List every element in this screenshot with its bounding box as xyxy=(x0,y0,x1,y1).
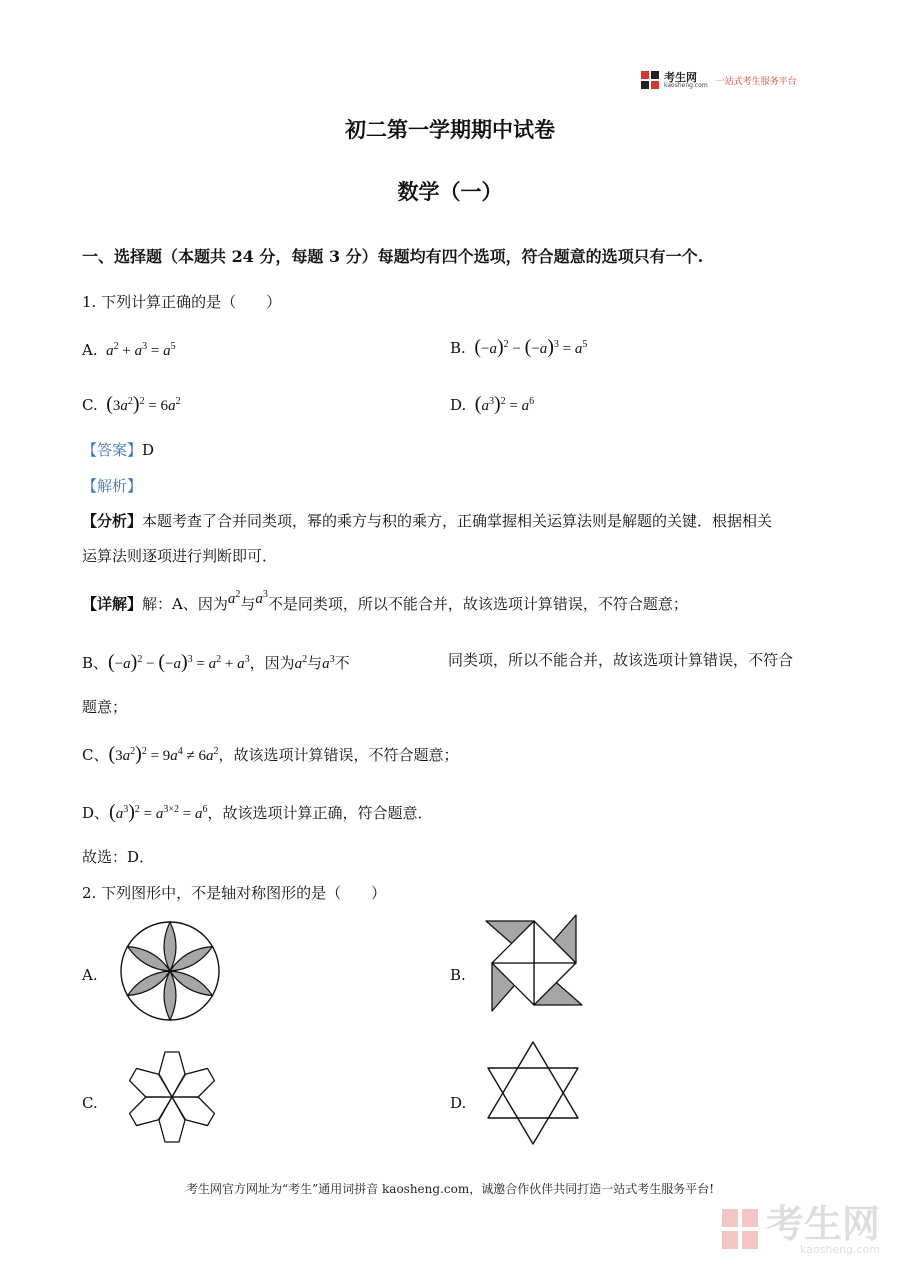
q1-option-a[interactable] xyxy=(82,337,176,361)
q1-option-d-formula: $(a^3)^2 = a^6$ xyxy=(474,393,535,415)
q2-option-a-label[interactable]: A. xyxy=(82,966,98,984)
q2-figure-b-pinwheel[interactable] xyxy=(484,913,584,1013)
q1-option-c[interactable] xyxy=(82,392,181,416)
q2-figure-d-star-of-david[interactable] xyxy=(484,1040,582,1146)
detail-c-formula: $(3a^2)^2 = 9a^4 \ne 6a^2$ xyxy=(108,743,219,765)
q1-option-d[interactable] xyxy=(450,392,534,416)
q2-figure-a-flower[interactable] xyxy=(118,919,222,1023)
q1-option-a-label: A. xyxy=(82,341,98,359)
detail-b-term-1: $a^2$ xyxy=(294,654,308,672)
detail-c-suffix: ，故该选项计算错误，不符合题意； xyxy=(218,746,459,764)
answer-label: 【答案】 xyxy=(82,441,143,459)
watermark-domain: kaosheng.com xyxy=(799,1243,881,1256)
watermark-logo-icon xyxy=(720,1207,760,1255)
detail-a-line xyxy=(82,591,688,615)
detail-d-prefix: D、 xyxy=(82,804,110,822)
watermark xyxy=(720,1202,881,1256)
q1-option-a-formula: $a^2 + a^3 = a^5$ xyxy=(102,341,176,359)
detail-b-mid: ，因为 xyxy=(249,654,295,672)
fenxi-line-1 xyxy=(82,511,772,531)
q1-conclusion: 故选：D． xyxy=(82,848,155,866)
q1-option-c-formula: $(3a^2)^2 = 6a^2$ xyxy=(106,393,181,415)
detail-a-term-2: $a^3$ xyxy=(255,589,268,607)
footer-note: 考生网官方网址为“考生”通用词拼音 kaosheng.com，诚邀合作伙伴共同打造一站式考生服务平台! xyxy=(185,1182,715,1196)
detail-c-prefix: C、 xyxy=(82,746,109,764)
detail-d-formula: $(a^3)^2 = a^{3\times 2} = a^6$ xyxy=(109,801,208,823)
detail-b-tail: 题意； xyxy=(82,698,128,716)
detail-d-line xyxy=(82,800,432,824)
fenxi-text-1: 本题考查了合并同类项，幂的乘方与积的乘方，正确掌握相关运算法则是解题的关键．根据相关 xyxy=(142,512,773,530)
detail-b-term-2: $a^3$ xyxy=(322,654,335,672)
q1-option-d-label: D. xyxy=(450,396,467,414)
watermark-name: 考生网 xyxy=(766,1202,881,1246)
detail-a-and: 与 xyxy=(240,595,256,613)
detail-label: 【详解】 xyxy=(82,595,143,613)
q2-figure-c-hexagon-flower[interactable] xyxy=(118,1048,226,1146)
header-logo xyxy=(640,70,797,90)
q2-option-c-label[interactable]: C. xyxy=(82,1094,98,1112)
detail-c-line xyxy=(82,742,459,766)
q2-option-d-label[interactable]: D. xyxy=(450,1094,467,1112)
answer-value: D xyxy=(142,441,155,459)
q2-stem: 2. 下列图形中，不是轴对称图形的是（ ） xyxy=(82,884,387,902)
q2-option-b-label[interactable]: B. xyxy=(450,966,466,984)
logo-slogan: 一站式考生服务平台 xyxy=(715,76,797,87)
detail-b-not: 不 xyxy=(334,654,350,672)
detail-b-and: 与 xyxy=(307,654,323,672)
q1-option-b-formula: $(-a)^2 - (-a)^3 = a^5$ xyxy=(474,336,588,358)
logo-domain: kaosheng.com xyxy=(664,81,708,89)
fenxi-label: 【分析】 xyxy=(82,512,143,530)
detail-a-prefix: 解：A、因为 xyxy=(142,595,228,613)
analysis-label: 【解析】 xyxy=(82,477,143,495)
detail-b-prefix: B、 xyxy=(82,654,109,672)
q1-option-b[interactable] xyxy=(450,335,587,359)
detail-b-formula: $(-a)^2 - (-a)^3 = a^2 + a^3$ xyxy=(108,651,250,673)
detail-b-line xyxy=(82,650,350,674)
section-heading: 一、选择题（本题共 24 分，每题 3 分）每题均有四个选项，符合题意的选项只有一个. xyxy=(82,247,704,266)
q1-option-b-label: B. xyxy=(450,339,466,357)
logo-name: 考生网 xyxy=(664,70,697,84)
q1-answer xyxy=(82,440,154,460)
kaosheng-logo-icon xyxy=(640,70,660,90)
q1-stem: 1. 下列计算正确的是（ ） xyxy=(82,293,282,311)
page-title: 初二第一学期期中试卷 xyxy=(345,117,555,142)
detail-a-suffix: 不是同类项，所以不能合并，故该选项计算错误，不符合题意； xyxy=(267,595,688,613)
detail-d-suffix: ，故该选项计算正确，符合题意． xyxy=(207,804,433,822)
detail-a-term-1: $a^2$ xyxy=(227,589,241,607)
page-subtitle: 数学（一） xyxy=(397,179,503,204)
fenxi-line-2: 运算法则逐项进行判断即可． xyxy=(82,547,278,565)
detail-b-suffix: 同类项，所以不能合并，故该选项计算错误，不符合 xyxy=(448,651,794,669)
q1-option-c-label: C. xyxy=(82,396,98,414)
